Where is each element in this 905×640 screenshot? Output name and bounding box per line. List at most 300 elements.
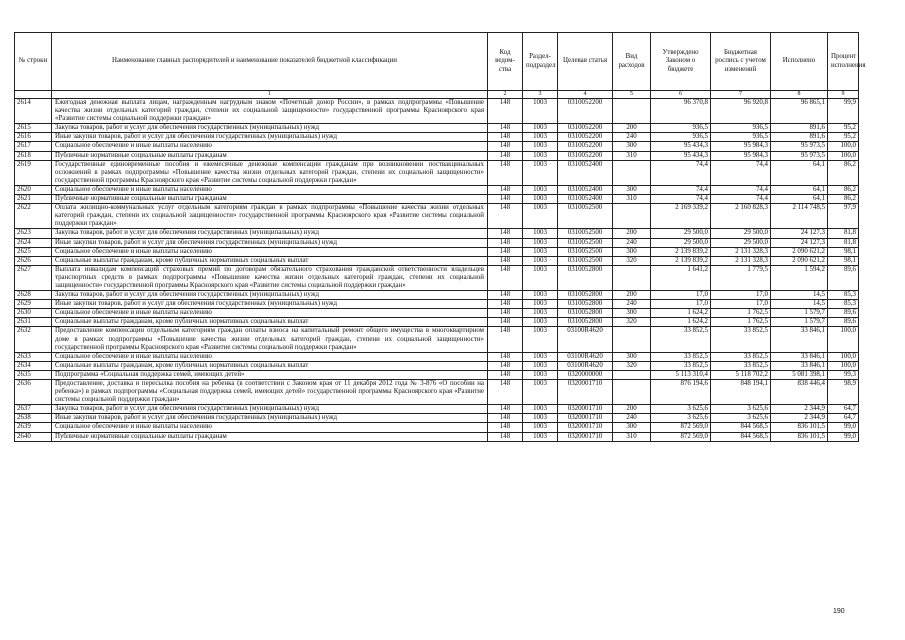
expense-type-cell: 200 (613, 124, 651, 133)
budget-execution-table (14, 32, 866, 442)
section-cell: 1003 (523, 380, 558, 405)
row-number-cell: 2638 (15, 414, 52, 423)
approved-cell: 29 500,0 (651, 238, 711, 247)
target-article-cell: 0320001710 (558, 405, 613, 414)
expense-type-cell: 200 (613, 291, 651, 300)
section-cell: 1003 (523, 247, 558, 256)
dept-code-cell: 148 (488, 380, 523, 405)
row-number-cell: 2623 (15, 229, 52, 238)
dept-code-cell: 148 (488, 318, 523, 327)
target-article-cell: 0310052400 (558, 195, 613, 204)
budget-list-cell: 2 131 328,3 (711, 256, 771, 265)
expense-type-cell: 240 (613, 133, 651, 142)
approved-cell: 74,4 (651, 195, 711, 204)
expense-type-cell (613, 370, 651, 379)
dept-code-cell: 148 (488, 300, 523, 309)
row-name-cell: Социальное обеспечение и иные выплаты населению (52, 309, 488, 318)
dept-code-cell: 148 (488, 185, 523, 194)
percent-cell: 85,3 (828, 291, 859, 300)
approved-cell: 95 434,3 (651, 142, 711, 151)
approved-cell: 29 500,0 (651, 229, 711, 238)
column-index-cell: 4 (558, 91, 613, 99)
executed-cell: 891,6 (771, 124, 828, 133)
approved-cell: 74,4 (651, 160, 711, 185)
row-number-cell: 2619 (15, 160, 52, 185)
executed-cell: 2 090 621,2 (771, 256, 828, 265)
executed-cell: 2 114 748,5 (771, 204, 828, 229)
row-number-cell: 2631 (15, 318, 52, 327)
budget-list-cell: 29 500,0 (711, 229, 771, 238)
dept-code-cell: 148 (488, 195, 523, 204)
row-number-cell: 2637 (15, 405, 52, 414)
percent-cell: 100,0 (828, 361, 859, 370)
section-cell: 1003 (523, 414, 558, 423)
approved-cell: 872 569,0 (651, 432, 711, 441)
target-article-cell: 0310052400 (558, 185, 613, 194)
section-cell: 1003 (523, 291, 558, 300)
approved-cell: 96 370,8 (651, 99, 711, 124)
row-number-cell: 2634 (15, 361, 52, 370)
table-row (15, 414, 859, 423)
approved-cell: 33 852,5 (651, 352, 711, 361)
approved-cell: 936,5 (651, 133, 711, 142)
header-percent: Процент исполнения (828, 33, 859, 91)
expense-type-cell: 310 (613, 195, 651, 204)
percent-cell: 64,7 (828, 414, 859, 423)
budget-list-cell: 5 118 702,2 (711, 370, 771, 379)
expense-type-cell (613, 265, 651, 290)
dept-code-cell: 148 (488, 352, 523, 361)
dept-code-cell: 148 (488, 265, 523, 290)
section-cell: 1003 (523, 160, 558, 185)
dept-code-cell: 148 (488, 124, 523, 133)
budget-list-cell: 936,5 (711, 124, 771, 133)
budget-list-cell: 95 984,3 (711, 151, 771, 160)
header-expense-type: Вид расходов (613, 33, 651, 91)
dept-code-cell: 148 (488, 309, 523, 318)
target-article-cell: 0310052800 (558, 309, 613, 318)
table-row (15, 309, 859, 318)
target-article-cell: 0310052200 (558, 124, 613, 133)
row-name-cell: Социальное обеспечение и иные выплаты населению (52, 352, 488, 361)
approved-cell: 3 625,6 (651, 405, 711, 414)
percent-cell: 99,0 (828, 432, 859, 441)
executed-cell: 836 101,5 (771, 432, 828, 441)
row-name-cell: Социальные выплаты гражданам, кроме публичных нормативных социальных выплат (52, 256, 488, 265)
section-cell: 1003 (523, 195, 558, 204)
row-number-cell: 2622 (15, 204, 52, 229)
budget-list-cell: 17,0 (711, 291, 771, 300)
executed-cell: 891,6 (771, 133, 828, 142)
dept-code-cell: 148 (488, 247, 523, 256)
budget-list-cell: 2 131 328,3 (711, 247, 771, 256)
page-number: 190 (833, 608, 845, 615)
header-executed: Исполнено (771, 33, 828, 91)
target-article-cell: 0310052500 (558, 229, 613, 238)
executed-cell: 838 446,4 (771, 380, 828, 405)
header-approved: Утверждено Законом о бюджете (651, 33, 711, 91)
row-name-cell: Закупка товаров, работ и услуг для обеспечения государственных (муниципальных) нужд (52, 124, 488, 133)
row-name-cell: Предоставление, доставка и пересылка пособия на ребенка (в соответствии с Законом края от 11 декабря 2012 года № 3-876 «О пособии на ребенка») в рамках подпрограммы «Социальная поддержка семей, имеющих детей» государственной программы Красноярского края «Развитие системы социальной поддержки граждан» (52, 380, 488, 405)
approved-cell: 2 169 339,2 (651, 204, 711, 229)
expense-type-cell: 300 (613, 247, 651, 256)
percent-cell: 64,7 (828, 405, 859, 414)
row-name-cell: Закупка товаров, работ и услуг для обеспечения государственных (муниципальных) нужд (52, 405, 488, 414)
row-name-cell: Подпрограмма «Социальная поддержка семей, имеющих детей» (52, 370, 488, 379)
section-cell: 1003 (523, 318, 558, 327)
dept-code-cell: 148 (488, 291, 523, 300)
column-index-cell: 5 (613, 91, 651, 99)
approved-cell: 2 139 839,2 (651, 247, 711, 256)
section-cell: 1003 (523, 361, 558, 370)
approved-cell: 17,0 (651, 300, 711, 309)
table-row (15, 195, 859, 204)
target-article-cell: 0310052500 (558, 238, 613, 247)
executed-cell: 14,5 (771, 300, 828, 309)
percent-cell: 95,2 (828, 124, 859, 133)
dept-code-cell: 148 (488, 256, 523, 265)
budget-list-cell: 848 194,1 (711, 380, 771, 405)
budget-list-cell: 844 568,5 (711, 432, 771, 441)
section-cell: 1003 (523, 300, 558, 309)
row-name-cell: Социальные выплаты гражданам, кроме публичных нормативных социальных выплат (52, 318, 488, 327)
expense-type-cell: 310 (613, 151, 651, 160)
dept-code-cell: 148 (488, 204, 523, 229)
row-name-cell: Предоставление компенсации отдельным категориям граждан оплаты взноса на капитальный ремонт общего имущества в многоквартирном доме в рамках подпрограммы «Повышение качества жизни отдельных категорий граждан, степени их социальной защищенности» государственной программы Красноярского края «Развитие системы социальной поддержки граждан» (52, 327, 488, 352)
target-article-cell: 0310052800 (558, 300, 613, 309)
row-number-cell: 2627 (15, 265, 52, 290)
dept-code-cell: 148 (488, 370, 523, 379)
header-dept-code: Код ведом- ства (488, 33, 523, 91)
percent-cell: 100,0 (828, 151, 859, 160)
row-name-cell: Закупка товаров, работ и услуг для обеспечения государственных (муниципальных) нужд (52, 291, 488, 300)
target-article-cell: 0310052500 (558, 256, 613, 265)
dept-code-cell: 148 (488, 423, 523, 432)
row-name-cell: Иные закупки товаров, работ и услуг для обеспечения государственных (муниципальных) нужд (52, 414, 488, 423)
target-article-cell: 0310052800 (558, 318, 613, 327)
approved-cell: 95 434,3 (651, 151, 711, 160)
section-cell: 1003 (523, 352, 558, 361)
table-row (15, 380, 859, 405)
row-name-cell: Социальное обеспечение и иные выплаты населению (52, 142, 488, 151)
column-index-cell: 2 (488, 91, 523, 99)
expense-type-cell (613, 380, 651, 405)
column-index-cell: 7 (711, 91, 771, 99)
executed-cell: 1 594,2 (771, 265, 828, 290)
expense-type-cell: 240 (613, 300, 651, 309)
dept-code-cell: 148 (488, 327, 523, 352)
row-number-cell: 2617 (15, 142, 52, 151)
table-row (15, 124, 859, 133)
expense-type-cell: 320 (613, 361, 651, 370)
section-cell: 1003 (523, 405, 558, 414)
executed-cell: 1 579,7 (771, 309, 828, 318)
header-budget-list: Бюджетная роспись с учетом изменений (711, 33, 771, 91)
dept-code-cell: 148 (488, 238, 523, 247)
row-number-cell: 2621 (15, 195, 52, 204)
executed-cell: 33 846,1 (771, 361, 828, 370)
table-body (15, 99, 859, 442)
percent-cell: 98,1 (828, 247, 859, 256)
percent-cell: 100,0 (828, 142, 859, 151)
percent-cell: 85,3 (828, 300, 859, 309)
approved-cell: 3 625,6 (651, 414, 711, 423)
row-name-cell: Иные закупки товаров, работ и услуг для обеспечения государственных (муниципальных) нужд (52, 238, 488, 247)
row-name-cell: Выплата инвалидам компенсаций страховых премий по договорам обязательного страхования гражданской ответственности владельцев транспортных средств в рамках подпрограммы «Повышение качества жизни отдельных категорий граждан, степени их социальной защищенности» государственной программы Красноярского края «Развитие системы социальной поддержки граждан» (52, 265, 488, 290)
section-cell: 1003 (523, 238, 558, 247)
header-name: Наименование главных распорядителей и наименование показателей бюджетной классификации (52, 33, 488, 91)
budget-list-cell: 936,5 (711, 133, 771, 142)
target-article-cell: 0320001710 (558, 414, 613, 423)
budget-list-cell: 1 762,5 (711, 318, 771, 327)
table-row (15, 238, 859, 247)
percent-cell: 99,3 (828, 370, 859, 379)
row-number-cell: 2616 (15, 133, 52, 142)
approved-cell: 33 852,5 (651, 327, 711, 352)
dept-code-cell: 148 (488, 229, 523, 238)
section-cell: 1003 (523, 151, 558, 160)
section-cell: 1003 (523, 133, 558, 142)
percent-cell: 86,2 (828, 160, 859, 185)
table-row (15, 423, 859, 432)
section-cell: 1003 (523, 423, 558, 432)
target-article-cell: 0310052400 (558, 160, 613, 185)
row-number-cell: 2640 (15, 432, 52, 441)
section-cell: 1003 (523, 124, 558, 133)
table-row (15, 300, 859, 309)
approved-cell: 936,5 (651, 124, 711, 133)
target-article-cell: 03100R4620 (558, 361, 613, 370)
section-cell: 1003 (523, 265, 558, 290)
target-article-cell: 0310052200 (558, 142, 613, 151)
budget-list-cell: 96 920,8 (711, 99, 771, 124)
row-number-cell: 2632 (15, 327, 52, 352)
target-article-cell: 0320000000 (558, 370, 613, 379)
row-name-cell: Иные закупки товаров, работ и услуг для обеспечения государственных (муниципальных) нужд (52, 300, 488, 309)
approved-cell: 33 852,5 (651, 361, 711, 370)
target-article-cell: 0320001710 (558, 380, 613, 405)
row-number-cell: 2624 (15, 238, 52, 247)
dept-code-cell: 148 (488, 432, 523, 441)
row-number-cell: 2630 (15, 309, 52, 318)
row-number-cell: 2635 (15, 370, 52, 379)
row-name-cell: Публичные нормативные социальные выплаты гражданам (52, 432, 488, 441)
executed-cell: 1 579,7 (771, 318, 828, 327)
row-number-cell: 2636 (15, 380, 52, 405)
target-article-cell: 0320001710 (558, 423, 613, 432)
row-name-cell: Закупка товаров, работ и услуг для обеспечения государственных (муниципальных) нужд (52, 229, 488, 238)
table-row (15, 291, 859, 300)
header-row-number: № строки (15, 33, 52, 91)
expense-type-cell: 300 (613, 185, 651, 194)
budget-list-cell: 844 568,5 (711, 423, 771, 432)
percent-cell: 100,0 (828, 327, 859, 352)
table-row (15, 361, 859, 370)
expense-type-cell: 300 (613, 352, 651, 361)
row-number-cell: 2625 (15, 247, 52, 256)
section-cell: 1003 (523, 370, 558, 379)
executed-cell: 64,1 (771, 160, 828, 185)
dept-code-cell: 148 (488, 133, 523, 142)
column-index-cell: 6 (651, 91, 711, 99)
row-number-cell: 2633 (15, 352, 52, 361)
column-index-cell: 1 (52, 91, 488, 99)
percent-cell: 89,6 (828, 318, 859, 327)
executed-cell: 2 344,9 (771, 414, 828, 423)
budget-list-cell: 3 625,6 (711, 414, 771, 423)
budget-list-cell: 17,0 (711, 300, 771, 309)
table-row (15, 370, 859, 379)
executed-cell: 2 090 621,2 (771, 247, 828, 256)
target-article-cell: 0320001710 (558, 432, 613, 441)
approved-cell: 1 624,2 (651, 318, 711, 327)
section-cell: 1003 (523, 432, 558, 441)
expense-type-cell: 320 (613, 318, 651, 327)
target-article-cell: 03100R4620 (558, 327, 613, 352)
budget-list-cell: 1 779,5 (711, 265, 771, 290)
expense-type-cell (613, 204, 651, 229)
executed-cell: 2 344,9 (771, 405, 828, 414)
row-number-cell: 2614 (15, 99, 52, 124)
budget-list-cell: 33 852,5 (711, 361, 771, 370)
column-index-cell (15, 91, 52, 99)
target-article-cell: 0310052500 (558, 247, 613, 256)
row-name-cell: Социальное обеспечение и иные выплаты населению (52, 247, 488, 256)
percent-cell: 81,8 (828, 238, 859, 247)
executed-cell: 96 865,1 (771, 99, 828, 124)
percent-cell: 97,9 (828, 204, 859, 229)
percent-cell: 98,1 (828, 256, 859, 265)
section-cell: 1003 (523, 185, 558, 194)
row-name-cell: Социальное обеспечение и иные выплаты населению (52, 423, 488, 432)
dept-code-cell: 148 (488, 361, 523, 370)
table-row (15, 204, 859, 229)
percent-cell: 89,6 (828, 309, 859, 318)
budget-list-cell: 29 500,0 (711, 238, 771, 247)
executed-cell: 5 081 398,1 (771, 370, 828, 379)
target-article-cell: 0310052500 (558, 204, 613, 229)
expense-type-cell (613, 327, 651, 352)
budget-list-cell: 33 852,5 (711, 352, 771, 361)
row-name-cell: Оплата жилищно-коммунальных услуг отдельным категориям граждан в рамках подпрограммы «Повышение качества жизни отдельных категорий граждан, степени их социальной защищенности» государственной программы Красноярского края «Развитие системы социальной поддержки граждан» (52, 204, 488, 229)
table-row (15, 185, 859, 194)
percent-cell: 95,2 (828, 133, 859, 142)
dept-code-cell: 148 (488, 414, 523, 423)
percent-cell: 86,2 (828, 195, 859, 204)
row-number-cell: 2620 (15, 185, 52, 194)
approved-cell: 1 641,2 (651, 265, 711, 290)
row-name-cell: Публичные нормативные социальные выплаты гражданам (52, 151, 488, 160)
percent-cell: 99,0 (828, 423, 859, 432)
expense-type-cell: 300 (613, 142, 651, 151)
target-article-cell: 0310052200 (558, 151, 613, 160)
percent-cell: 81,8 (828, 229, 859, 238)
budget-list-cell: 3 625,6 (711, 405, 771, 414)
expense-type-cell: 300 (613, 423, 651, 432)
expense-type-cell: 200 (613, 229, 651, 238)
table-row (15, 142, 859, 151)
column-index-cell: 8 (771, 91, 828, 99)
executed-cell: 95 973,5 (771, 142, 828, 151)
column-index-cell: 3 (523, 91, 558, 99)
expense-type-cell: 320 (613, 256, 651, 265)
dept-code-cell: 148 (488, 99, 523, 124)
section-cell: 1003 (523, 256, 558, 265)
expense-type-cell: 300 (613, 309, 651, 318)
percent-cell: 99,9 (828, 99, 859, 124)
percent-cell: 89,6 (828, 265, 859, 290)
dept-code-cell: 148 (488, 405, 523, 414)
expense-type-cell: 240 (613, 414, 651, 423)
header-target-article: Целевая статья (558, 33, 613, 91)
row-name-cell: Государственные единовременные пособия и ежемесячные денежные компенсации гражданам при возникновении поствакцинальных осложнений в рамках подпрограммы «Повышение качества жизни отдельных категорий граждан, степени их социальной защищенности» государственной программы Красноярского края «Развитие системы социальной поддержки граждан» (52, 160, 488, 185)
target-article-cell: 0310052200 (558, 99, 613, 124)
table-row (15, 160, 859, 185)
row-number-cell: 2615 (15, 124, 52, 133)
row-name-cell: Ежегодная денежная выплата лицам, награжденным нагрудным знаком «Почетный донор России», в рамках подпрограммы «Повышение качества жизни отдельных категорий граждан, степени их социальной защищенности» государственной программы Красноярского края «Развитие системы социальной поддержки граждан» (52, 99, 488, 124)
executed-cell: 836 101,5 (771, 423, 828, 432)
row-number-cell: 2618 (15, 151, 52, 160)
table-row (15, 318, 859, 327)
executed-cell: 33 846,1 (771, 352, 828, 361)
approved-cell: 876 194,6 (651, 380, 711, 405)
approved-cell: 1 624,2 (651, 309, 711, 318)
target-article-cell: 03100R4620 (558, 352, 613, 361)
budget-list-cell: 1 762,5 (711, 309, 771, 318)
table-row (15, 265, 859, 290)
percent-cell: 98,9 (828, 380, 859, 405)
header-section: Раздел- подраздел (523, 33, 558, 91)
section-cell: 1003 (523, 142, 558, 151)
table-row (15, 327, 859, 352)
approved-cell: 74,4 (651, 185, 711, 194)
dept-code-cell: 148 (488, 160, 523, 185)
section-cell: 1003 (523, 204, 558, 229)
approved-cell: 5 113 310,4 (651, 370, 711, 379)
table-row (15, 256, 859, 265)
table-row (15, 133, 859, 142)
row-name-cell: Иные закупки товаров, работ и услуг для обеспечения государственных (муниципальных) нужд (52, 133, 488, 142)
budget-list-cell: 2 160 828,3 (711, 204, 771, 229)
executed-cell: 24 127,3 (771, 238, 828, 247)
executed-cell: 95 973,5 (771, 151, 828, 160)
dept-code-cell: 148 (488, 151, 523, 160)
row-number-cell: 2629 (15, 300, 52, 309)
table-row (15, 432, 859, 441)
expense-type-cell: 310 (613, 432, 651, 441)
budget-list-cell: 95 984,3 (711, 142, 771, 151)
table-row (15, 405, 859, 414)
table-header-row (15, 33, 859, 91)
executed-cell: 24 127,3 (771, 229, 828, 238)
table-row (15, 352, 859, 361)
section-cell: 1003 (523, 229, 558, 238)
column-index-cell: 9 (828, 91, 859, 99)
table-row (15, 99, 859, 124)
target-article-cell: 0310052800 (558, 291, 613, 300)
table-row (15, 151, 859, 160)
budget-list-cell: 74,4 (711, 185, 771, 194)
approved-cell: 872 569,0 (651, 423, 711, 432)
column-index-row (15, 91, 859, 99)
budget-list-cell: 33 852,5 (711, 327, 771, 352)
expense-type-cell (613, 160, 651, 185)
expense-type-cell: 200 (613, 405, 651, 414)
dept-code-cell: 148 (488, 142, 523, 151)
table-row (15, 229, 859, 238)
section-cell: 1003 (523, 309, 558, 318)
percent-cell: 86,2 (828, 185, 859, 194)
